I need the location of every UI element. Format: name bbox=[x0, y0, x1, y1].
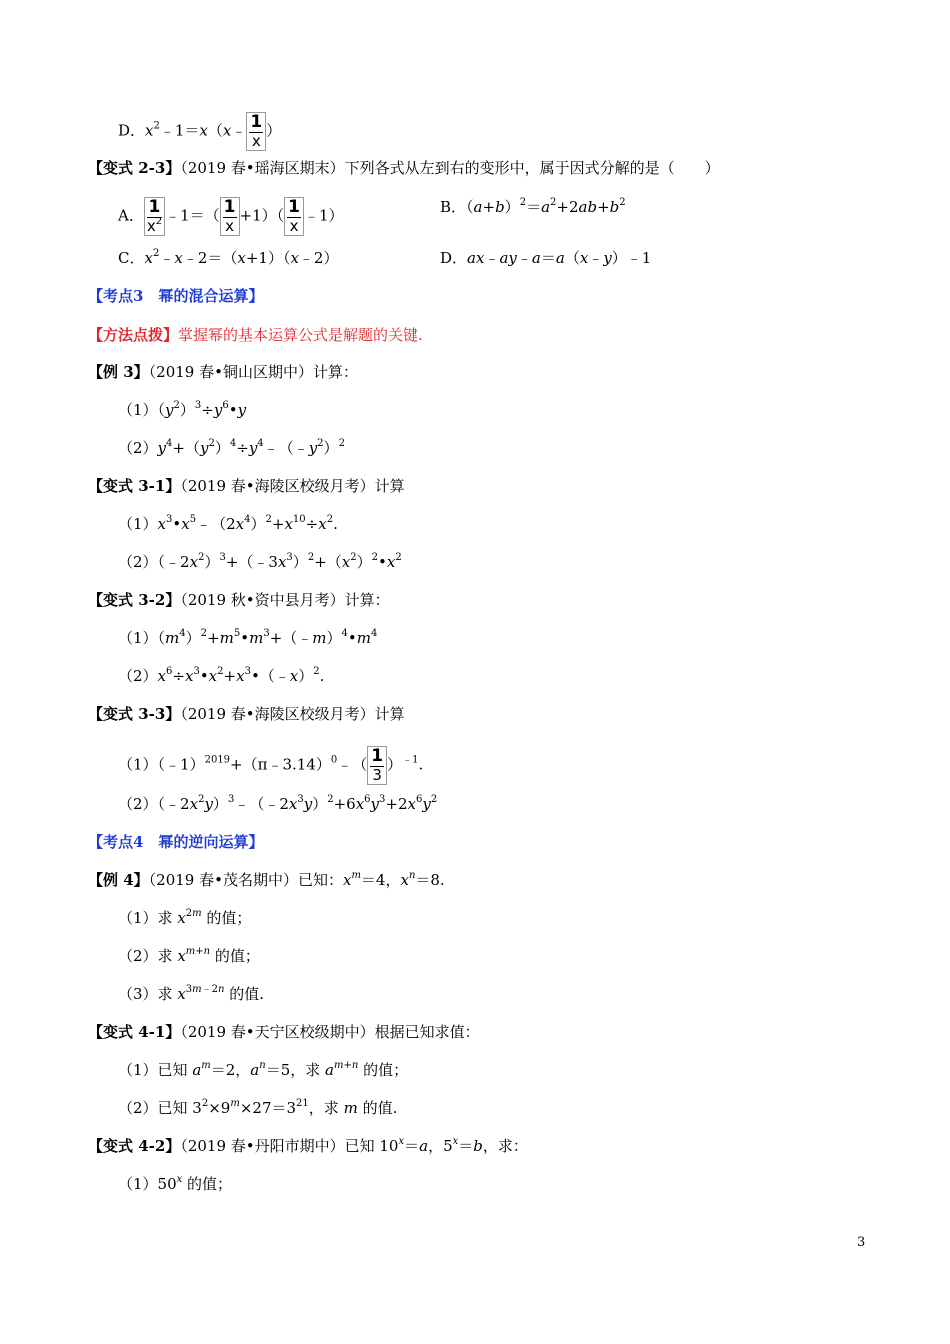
problem-v4-2: 【变式 4-2】（2019 春•丹阳市期中）已知 $10^x=a$，$5^x=b$，求： bbox=[88, 1136, 528, 1155]
problem-v2-3: 【变式 2-3】（2019 春•瑶海区期末）下列各式从左到右的变形中，属于因式分解的是（ ） bbox=[88, 159, 720, 177]
ex4-item-1: （1）求 $x^{2m}$ 的值； bbox=[118, 908, 252, 927]
section-3-title: 【考点3 幂的混合运算】 bbox=[88, 287, 264, 305]
option-b: B．$(a+b)^2=a^2+2ab+b^2$ bbox=[440, 197, 626, 216]
example-3: 【例 3】（2019 春•铜山区期中）计算： bbox=[88, 363, 358, 381]
page-number: 3 bbox=[857, 1235, 866, 1250]
v4-1-item-2: （2）已知 $3^2\times 9^m\times 27=3^{21}$，求 m 的值. bbox=[118, 1098, 398, 1117]
option-c: C．$x^2﹣x﹣2=(x+1)(x﹣2)$ bbox=[118, 248, 339, 267]
problem-v3-3: 【变式 3-3】（2019 春•海陵区校级月考）计算 bbox=[88, 705, 405, 723]
v3-2-item-2: $(2)x^6\div x^3•x^2+x^3•(﹣x)^2$. bbox=[118, 666, 325, 685]
fraction-1-over-x2: $\frac{1}{x^2}$ bbox=[144, 197, 165, 236]
option-d: D．ax﹣ay﹣a＝a（x﹣y）﹣1 bbox=[440, 249, 652, 267]
section-4-title: 【考点4 幂的逆向运算】 bbox=[88, 833, 264, 851]
v4-2-item-1: （1）50$^x$ 的值； bbox=[118, 1174, 233, 1193]
ex4-item-3: （3）求 $x^{3m﹣2n}$ 的值. bbox=[118, 984, 265, 1003]
v3-2-item-1: $(1)(m^4)^2+m^5•m^3+(﹣m)^4•m^4$ bbox=[118, 628, 378, 647]
v3-3-item-2: $(2)(﹣2x^2y)^3﹣(﹣2x^3y)^2+6x^6y^3+2x^6y^2$ bbox=[118, 794, 438, 813]
ex4-item-2: （2）求 $x^{m+n}$ 的值； bbox=[118, 946, 260, 965]
problem-v4-1: 【变式 4-1】（2019 春•天宁区校级期中）根据已知求值： bbox=[88, 1023, 480, 1041]
problem-v3-1: 【变式 3-1】（2019 春•海陵区校级月考）计算 bbox=[88, 477, 405, 495]
v3-3-item-1: （1）（﹣1）$^{2019}$+（π﹣3.14）$^0$﹣（ $\frac{1}{3}$ ）$^{﹣1}$. bbox=[118, 746, 424, 784]
v4-1-item-1: （1）已知 $a^m=2$，$a^n=5$，求 $a^{m+n}$ 的值； bbox=[118, 1060, 409, 1079]
option-a: A． $\frac{1}{x^2}$ ﹣1＝（ $\frac{1}{x}$ +1）（ $\frac{1}{x}$ ﹣1） bbox=[118, 197, 344, 235]
fraction-1-over-x: $\frac{1}{x}$ bbox=[284, 197, 304, 236]
v3-1-item-2: $(2)(﹣2x^2)^3+(﹣3x^3)^2+(x^2)^2•x^2$ bbox=[118, 552, 402, 571]
ex3-item-2: $(2)y^4+(y^2)^4\div y^4﹣(﹣y^2)^2$ bbox=[118, 438, 345, 457]
problem-v3-2: 【变式 3-2】（2019 秋•资中县月考）计算： bbox=[88, 591, 390, 609]
option-d-prev: D．$x^2﹣1=x(x﹣$ $\frac{1}{x}$ ） bbox=[118, 112, 282, 150]
fraction-1-over-3: $\frac{1}{3}$ bbox=[367, 746, 387, 785]
method-tip: 【方法点拨】掌握幂的基本运算公式是解题的关键. bbox=[88, 326, 423, 344]
example-4: 【例 4】（2019 春•茂名期中）已知：$x^m=4$，$x^n=8$. bbox=[88, 870, 445, 889]
ex3-item-1: $(1)(y^2)^3\div y^6•y$ bbox=[118, 400, 247, 419]
fraction-1-over-x: $\frac{1}{x}$ bbox=[246, 112, 266, 151]
v3-1-item-1: $(1)x^3•x^5﹣(2x^4)^2+x^{10}\div x^2$. bbox=[118, 514, 338, 533]
fraction-1-over-x: $\frac{1}{x}$ bbox=[220, 197, 240, 236]
